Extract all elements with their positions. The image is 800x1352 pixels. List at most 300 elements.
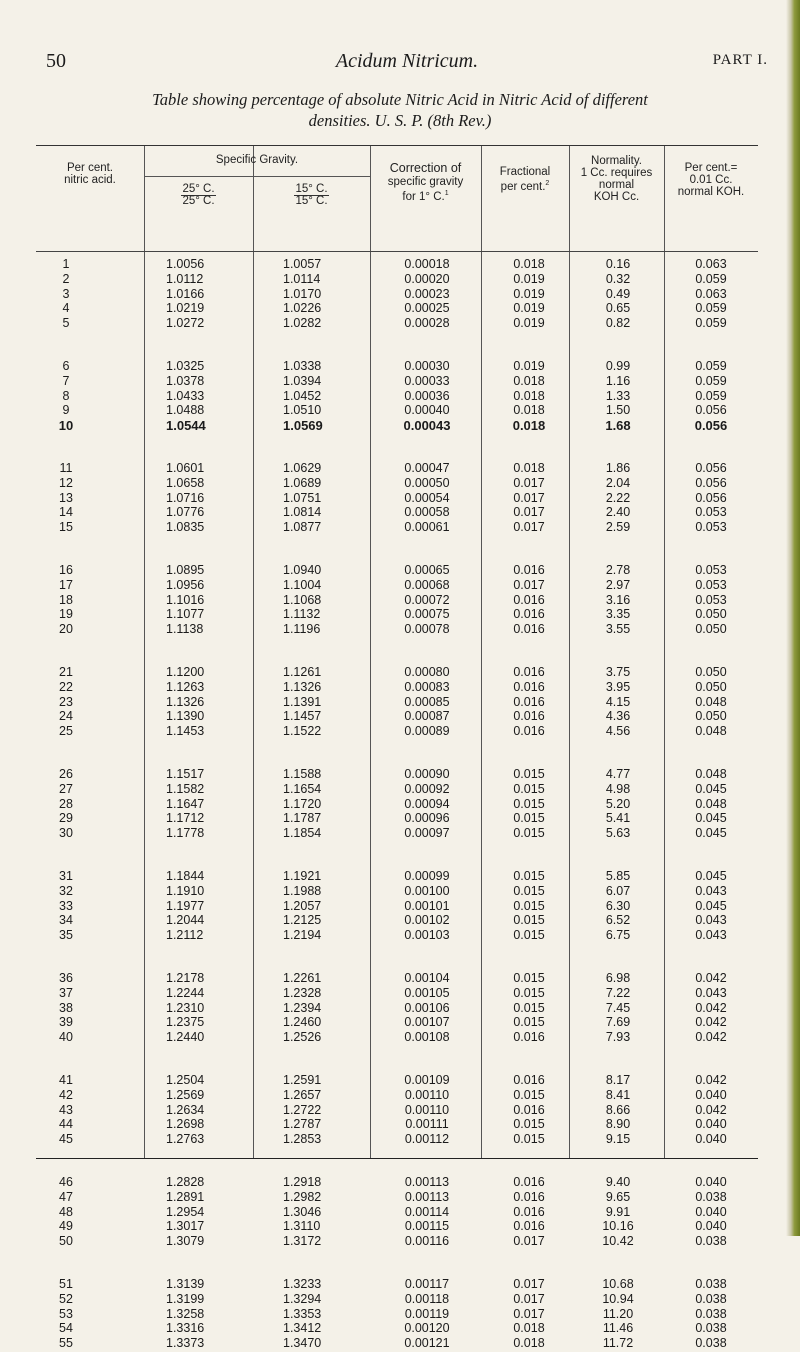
table-cell: 4.77 bbox=[605, 767, 631, 781]
table-cell: 0.016 bbox=[513, 1189, 545, 1204]
table-cell: 0.00030 bbox=[404, 359, 450, 373]
table-cell: 0.017 bbox=[513, 475, 545, 490]
table-cell: 1.2194 bbox=[283, 928, 322, 943]
table-cell: 11.20 bbox=[602, 1306, 634, 1321]
table-cell: 0.00110 bbox=[404, 1102, 450, 1117]
table-cell: 1.1261 bbox=[283, 665, 322, 679]
table-cell: 1 bbox=[62, 257, 70, 271]
table-row bbox=[36, 1029, 758, 1046]
table-cell: 5.41 bbox=[605, 811, 631, 826]
table-cell: 10.42 bbox=[602, 1234, 634, 1249]
table-cell: 5.85 bbox=[605, 869, 631, 883]
table-cell: 1.0112 bbox=[166, 271, 204, 286]
table-cell: 0.018 bbox=[513, 1336, 545, 1351]
header-subrule bbox=[144, 176, 370, 177]
table-cell: 12 bbox=[59, 475, 73, 490]
table-cell: 1.2982 bbox=[283, 1189, 322, 1204]
table-cell: 0.038 bbox=[695, 1189, 727, 1204]
table-cell: 6.98 bbox=[605, 971, 631, 985]
table-cell: 0.00083 bbox=[404, 679, 450, 694]
table-cell: 1.3412 bbox=[283, 1321, 322, 1336]
table-cell: 2.59 bbox=[605, 520, 631, 535]
table-cell: 0.00120 bbox=[404, 1321, 450, 1336]
table-cell: 7.69 bbox=[605, 1015, 631, 1030]
table-cell: 4 bbox=[62, 301, 70, 316]
table-cell: 1.1196 bbox=[283, 622, 321, 637]
table-cell: 0.016 bbox=[513, 665, 545, 679]
nitric-acid-table bbox=[36, 145, 758, 1351]
table-cell: 1.2657 bbox=[283, 1087, 322, 1102]
table-cell: 3.75 bbox=[605, 665, 631, 679]
table-cell: 1.16 bbox=[605, 373, 631, 388]
table-cell: 0.00078 bbox=[404, 622, 450, 637]
table-cell: 0.018 bbox=[513, 388, 545, 403]
table-cell: 8 bbox=[62, 388, 70, 403]
table-cell: 0.048 bbox=[695, 796, 727, 811]
table-cell: 0.018 bbox=[513, 373, 545, 388]
table-cell: 0.042 bbox=[695, 1073, 727, 1087]
table-cell: 8.66 bbox=[605, 1102, 631, 1117]
table-cell: 0.015 bbox=[513, 767, 545, 781]
table-cell: 1.0488 bbox=[166, 403, 205, 418]
table-cell: 8.41 bbox=[605, 1087, 631, 1102]
table-cell: 1.3172 bbox=[283, 1234, 322, 1249]
table-cell: 0.00113 bbox=[404, 1189, 450, 1204]
table-cell: 1.1977 bbox=[166, 898, 205, 913]
table-cell: 0.018 bbox=[512, 418, 546, 434]
table-cell: 1.2125 bbox=[283, 913, 322, 928]
table-cell: 46 bbox=[59, 1175, 73, 1189]
table-cell: 1.0689 bbox=[283, 475, 322, 490]
table-cell: 1.2261 bbox=[283, 971, 322, 985]
table-cell: 40 bbox=[59, 1030, 73, 1045]
table-cell: 0.040 bbox=[695, 1204, 727, 1219]
table-cell: 1.1582 bbox=[166, 781, 205, 796]
header-sg-15c: $\frac{15^\circ C.}{15^\circ C.}$ bbox=[295, 183, 328, 207]
table-cell: 5.63 bbox=[605, 826, 631, 841]
table-cell: 1.0338 bbox=[283, 359, 322, 373]
table-cell: 13 bbox=[59, 490, 73, 505]
table-cell: 1.1910 bbox=[166, 883, 205, 898]
table-cell: 0.018 bbox=[513, 403, 545, 418]
table-cell: 0.00061 bbox=[404, 520, 450, 535]
table-cell: 35 bbox=[59, 928, 73, 943]
table-cell: 24 bbox=[59, 709, 73, 724]
table-cell: 1.2698 bbox=[166, 1117, 205, 1132]
running-title: Acidum Nitricum. bbox=[335, 50, 479, 72]
table-cell: 1.2375 bbox=[166, 1015, 205, 1030]
table-cell: 0.00050 bbox=[404, 475, 450, 490]
table-cell: 0.00040 bbox=[404, 403, 450, 418]
table-cell: 0.49 bbox=[605, 286, 631, 301]
table-cell: 0.00072 bbox=[404, 592, 450, 607]
table-cell: 44 bbox=[59, 1117, 73, 1132]
table-cell: 1.3470 bbox=[283, 1336, 322, 1351]
table-cell: 1.0716 bbox=[166, 490, 205, 505]
table-cell: 0.038 bbox=[695, 1306, 727, 1321]
table-cell: 0.043 bbox=[695, 913, 727, 928]
table-cell: 0.00104 bbox=[404, 971, 450, 985]
table-cell: 0.00114 bbox=[404, 1204, 450, 1219]
table-cell: 30 bbox=[59, 826, 73, 841]
table-cell: 0.053 bbox=[695, 592, 727, 607]
table-cell: 2.97 bbox=[605, 577, 631, 592]
table-cell: 1.0325 bbox=[166, 359, 205, 373]
table-cell: 1.1391 bbox=[283, 694, 322, 709]
table-cell: 0.059 bbox=[695, 373, 727, 388]
table-cell: 9.91 bbox=[605, 1204, 631, 1219]
table-cell: 48 bbox=[59, 1204, 73, 1219]
table-cell: 1.1068 bbox=[283, 592, 322, 607]
table-cell: 1.0378 bbox=[166, 373, 205, 388]
table-cell: 1.86 bbox=[605, 461, 631, 475]
table-cell: 0.32 bbox=[605, 271, 631, 286]
table-cell: 1.1522 bbox=[283, 724, 322, 739]
table-cell: 0.00107 bbox=[404, 1015, 450, 1030]
table-cell: 0.015 bbox=[513, 883, 545, 898]
table-cell: 38 bbox=[59, 1000, 73, 1015]
table-cell: 53 bbox=[59, 1306, 73, 1321]
table-row bbox=[36, 621, 758, 638]
header-normality: Normality. 1 Cc. requires normal KOH Cc. bbox=[580, 155, 653, 203]
table-cell: 0.056 bbox=[695, 461, 727, 475]
table-cell: 0.045 bbox=[695, 869, 727, 883]
table-cell: 0.050 bbox=[695, 622, 727, 637]
table-cell: 0.00116 bbox=[404, 1234, 450, 1249]
table-cell: 0.00113 bbox=[404, 1175, 450, 1189]
table-cell: 0.99 bbox=[605, 359, 631, 373]
table-cell: 1.2828 bbox=[166, 1175, 205, 1189]
table-cell: 0.016 bbox=[513, 1175, 545, 1189]
header-rule bbox=[36, 251, 758, 252]
table-cell: 0.042 bbox=[695, 1102, 727, 1117]
table-cell: 0.050 bbox=[695, 679, 727, 694]
table-row bbox=[36, 1131, 758, 1148]
table-cell: 0.00119 bbox=[404, 1306, 450, 1321]
table-cell: 0.00103 bbox=[404, 928, 450, 943]
table-cell: 1.2328 bbox=[283, 985, 322, 1000]
table-cell: 10.16 bbox=[602, 1219, 634, 1234]
table-cell: 6.52 bbox=[605, 913, 631, 928]
table-cell: 0.048 bbox=[695, 724, 727, 739]
table-cell: 4.98 bbox=[605, 781, 631, 796]
table-cell: 1.0272 bbox=[166, 316, 205, 331]
table-cell: 9 bbox=[62, 403, 70, 418]
table-cell: 0.019 bbox=[513, 271, 545, 286]
table-cell: 0.017 bbox=[513, 1306, 545, 1321]
table-cell: 1.3046 bbox=[283, 1204, 322, 1219]
header-percent-koh: Per cent.= 0.01 Cc. normal KOH. bbox=[677, 162, 745, 198]
table-cell: 0.00115 bbox=[404, 1219, 450, 1234]
table-cell: 6.75 bbox=[605, 928, 631, 943]
table-cell: 41 bbox=[59, 1073, 73, 1087]
table-cell: 0.045 bbox=[695, 811, 727, 826]
table-cell: 0.015 bbox=[513, 1000, 545, 1015]
table-cell: 0.038 bbox=[695, 1291, 727, 1306]
table-cell: 0.00111 bbox=[405, 1117, 449, 1132]
caption-line-1: Table showing percentage of absolute Nitric Acid in Nitric Acid of different bbox=[152, 90, 648, 109]
table-cell: 10.94 bbox=[602, 1291, 634, 1306]
table-row bbox=[36, 927, 758, 944]
table-cell: 7.45 bbox=[605, 1000, 631, 1015]
table-cell: 0.00101 bbox=[404, 898, 450, 913]
table-cell: 0.00065 bbox=[404, 563, 450, 577]
table-cell: 0.050 bbox=[695, 607, 727, 622]
table-cell: 1.2244 bbox=[166, 985, 205, 1000]
table-cell: 25 bbox=[59, 724, 73, 739]
table-cell: 1.2504 bbox=[166, 1073, 205, 1087]
table-cell: 0.053 bbox=[695, 505, 727, 520]
table-cell: 1.1200 bbox=[166, 665, 205, 679]
table-cell: 0.038 bbox=[695, 1321, 727, 1336]
table-cell: 0.059 bbox=[695, 271, 727, 286]
table-cell: 4.36 bbox=[605, 709, 631, 724]
table-cell: 37 bbox=[59, 985, 73, 1000]
table-cell: 11 bbox=[59, 461, 73, 475]
table-cell: 1.2891 bbox=[166, 1189, 205, 1204]
table-cell: 1.2722 bbox=[283, 1102, 322, 1117]
table-cell: 1.0956 bbox=[166, 577, 205, 592]
header-percent: Per cent. nitric acid. bbox=[64, 162, 116, 186]
table-cell: 1.2853 bbox=[283, 1132, 322, 1147]
table-cell: 1.3373 bbox=[166, 1336, 205, 1351]
table-cell: 2.40 bbox=[605, 505, 631, 520]
table-cell: 2.04 bbox=[605, 475, 631, 490]
table-cell: 0.015 bbox=[513, 971, 545, 985]
table-cell: 45 bbox=[59, 1132, 73, 1147]
table-cell: 0.015 bbox=[513, 826, 545, 841]
table-cell: 0.018 bbox=[513, 461, 545, 475]
table-cell: 0.00089 bbox=[404, 724, 450, 739]
table-cell: 2 bbox=[62, 271, 70, 286]
table-cell: 1.2918 bbox=[283, 1175, 322, 1189]
header-correction: Correction of specific gravity for 1° C.$^1$ bbox=[387, 161, 464, 203]
table-cell: 10.68 bbox=[602, 1277, 634, 1291]
table-cell: 1.3258 bbox=[166, 1306, 205, 1321]
table-cell: 0.015 bbox=[513, 913, 545, 928]
table-cell: 1.0569 bbox=[283, 418, 323, 434]
table-cell: 0.016 bbox=[513, 1073, 545, 1087]
table-cell: 0.00112 bbox=[404, 1132, 450, 1147]
table-cell: 1.1326 bbox=[166, 694, 205, 709]
table-cell: 0.015 bbox=[513, 781, 545, 796]
table-cell: 42 bbox=[59, 1087, 73, 1102]
header-specific-gravity: Specific Gravity. bbox=[215, 154, 299, 166]
table-cell: 0.00023 bbox=[404, 286, 450, 301]
table-cell: 55 bbox=[59, 1336, 73, 1351]
table-cell: 1.2394 bbox=[283, 1000, 322, 1015]
table-cell: 0.017 bbox=[513, 1291, 545, 1306]
table-cell: 3 bbox=[62, 286, 70, 301]
table-cell: 0.038 bbox=[695, 1336, 727, 1351]
table-cell: 1.0814 bbox=[283, 505, 322, 520]
table-cell: 1.1921 bbox=[283, 869, 322, 883]
table-cell: 0.015 bbox=[513, 869, 545, 883]
table-cell: 0.00047 bbox=[404, 461, 450, 475]
table-cell: 1.0601 bbox=[166, 461, 205, 475]
table-cell: 0.043 bbox=[695, 985, 727, 1000]
table-cell: 1.0433 bbox=[166, 388, 205, 403]
table-cell: 2.22 bbox=[605, 490, 631, 505]
table-cell: 47 bbox=[59, 1189, 73, 1204]
table-cell: 0.019 bbox=[513, 286, 545, 301]
table-cell: 0.019 bbox=[513, 301, 545, 316]
table-cell: 1.1004 bbox=[283, 577, 322, 592]
table-cell: 4.15 bbox=[605, 694, 631, 709]
table-cell: 0.016 bbox=[513, 1030, 545, 1045]
table-cell: 0.015 bbox=[513, 811, 545, 826]
table-cell: 0.045 bbox=[695, 826, 727, 841]
table-cell: 0.016 bbox=[513, 709, 545, 724]
table-cell: 8.90 bbox=[605, 1117, 631, 1132]
table-cell: 29 bbox=[59, 811, 73, 826]
table-cell: 0.017 bbox=[513, 1277, 545, 1291]
table-cell: 26 bbox=[59, 767, 73, 781]
table-cell: 1.1138 bbox=[166, 622, 204, 637]
table-cell: 4.56 bbox=[605, 724, 631, 739]
table-cell: 28 bbox=[59, 796, 73, 811]
table-cell: 1.1390 bbox=[166, 709, 205, 724]
table-cell: 1.1077 bbox=[166, 607, 205, 622]
table-cell: 1.0394 bbox=[283, 373, 322, 388]
table-cell: 0.16 bbox=[605, 257, 631, 271]
table-cell: 0.056 bbox=[695, 475, 727, 490]
table-cell: 1.1457 bbox=[283, 709, 322, 724]
table-cell: 0.00121 bbox=[404, 1336, 450, 1351]
table-cell: 0.040 bbox=[695, 1132, 727, 1147]
table-cell: 1.3233 bbox=[283, 1277, 322, 1291]
table-cell: 0.045 bbox=[695, 781, 727, 796]
table-cell: 1.1787 bbox=[283, 811, 322, 826]
table-cell: 1.1263 bbox=[166, 679, 205, 694]
table-cell: 36 bbox=[59, 971, 73, 985]
table-cell: 27 bbox=[59, 781, 73, 796]
table-cell: 1.2460 bbox=[283, 1015, 322, 1030]
table-cell: 1.1720 bbox=[283, 796, 322, 811]
table-cell: 0.015 bbox=[513, 1015, 545, 1030]
table-cell: 50 bbox=[59, 1234, 73, 1249]
table-cell: 0.00018 bbox=[404, 257, 450, 271]
table-cell: 0.015 bbox=[513, 1117, 545, 1132]
table-cell: 1.0510 bbox=[283, 403, 322, 418]
table-cell: 14 bbox=[59, 505, 73, 520]
table-cell: 0.00102 bbox=[404, 913, 450, 928]
table-cell: 33 bbox=[59, 898, 73, 913]
page-number: 50 bbox=[46, 50, 66, 72]
table-cell: 0.00109 bbox=[404, 1073, 450, 1087]
table-cell: 1.1654 bbox=[283, 781, 322, 796]
table-cell: 0.016 bbox=[513, 679, 545, 694]
table-cell: 1.1132 bbox=[283, 607, 321, 622]
table-cell: 1.2526 bbox=[283, 1030, 322, 1045]
table-cell: 0.00110 bbox=[404, 1087, 450, 1102]
table-cell: 1.3110 bbox=[283, 1219, 321, 1234]
table-cell: 43 bbox=[59, 1102, 73, 1117]
table-cell: 0.017 bbox=[513, 1234, 545, 1249]
table-cell: 2.78 bbox=[605, 563, 631, 577]
header-fractional: Fractional per cent.$^2$ bbox=[499, 166, 551, 193]
table-cell: 0.00054 bbox=[404, 490, 450, 505]
table-cell: 1.1988 bbox=[283, 883, 322, 898]
table-cell: 17 bbox=[59, 577, 73, 592]
table-cell: 1.2954 bbox=[166, 1204, 205, 1219]
table-cell: 0.00075 bbox=[404, 607, 450, 622]
table-cell: 52 bbox=[59, 1291, 73, 1306]
table-cell: 0.019 bbox=[513, 359, 545, 373]
table-cell: 0.00096 bbox=[404, 811, 450, 826]
table-cell: 1.0751 bbox=[283, 490, 322, 505]
table-cell: 51 bbox=[59, 1277, 73, 1291]
table-cell: 9.65 bbox=[605, 1189, 631, 1204]
table-cell: 0.65 bbox=[605, 301, 631, 316]
table-cell: 1.2569 bbox=[166, 1087, 205, 1102]
table-cell: 34 bbox=[59, 913, 73, 928]
table-cell: 0.018 bbox=[513, 257, 545, 271]
table-cell: 11.72 bbox=[602, 1336, 634, 1351]
table-cell: 0.00090 bbox=[404, 767, 450, 781]
table-cell: 8.17 bbox=[605, 1073, 631, 1087]
table-cell: 0.043 bbox=[695, 928, 727, 943]
table-cell: 1.1712 bbox=[166, 811, 205, 826]
table-cell: 0.043 bbox=[695, 883, 727, 898]
table-cell: 0.00025 bbox=[404, 301, 450, 316]
table-cell: 0.042 bbox=[695, 971, 727, 985]
table-cell: 0.016 bbox=[513, 563, 545, 577]
table-cell: 1.0629 bbox=[283, 461, 322, 475]
table-cell: 1.3316 bbox=[166, 1321, 205, 1336]
table-cell: 0.038 bbox=[695, 1234, 727, 1249]
table-cell: 1.1453 bbox=[166, 724, 205, 739]
table-cell: 0.048 bbox=[695, 767, 727, 781]
table-cell: 1.2178 bbox=[166, 971, 205, 985]
table-cell: 1.3139 bbox=[166, 1277, 205, 1291]
table-cell: 9.15 bbox=[605, 1132, 631, 1147]
table-cell: 1.0226 bbox=[283, 301, 322, 316]
table-row bbox=[36, 519, 758, 536]
table-cell: 0.063 bbox=[695, 257, 727, 271]
table-cell: 32 bbox=[59, 883, 73, 898]
table-cell: 1.2310 bbox=[166, 1000, 205, 1015]
table-cell: 1.2634 bbox=[166, 1102, 205, 1117]
table-row bbox=[36, 825, 758, 842]
table-cell: 3.95 bbox=[605, 679, 631, 694]
table-cell: 1.3017 bbox=[166, 1219, 205, 1234]
table-cell: 1.1844 bbox=[166, 869, 205, 883]
table-cell: 0.016 bbox=[513, 607, 545, 622]
table-cell: 7.22 bbox=[605, 985, 631, 1000]
part-label: PART I. bbox=[712, 52, 768, 68]
table-cell: 1.1588 bbox=[283, 767, 322, 781]
table-cell: 0.056 bbox=[695, 490, 727, 505]
table-row bbox=[36, 1335, 758, 1352]
table-cell: 1.0219 bbox=[166, 301, 205, 316]
table-cell: 0.050 bbox=[695, 665, 727, 679]
table-cell: 1.0544 bbox=[166, 418, 206, 434]
table-cell: 21 bbox=[59, 665, 73, 679]
table-cell: 0.015 bbox=[513, 898, 545, 913]
table-cell: 0.056 bbox=[694, 418, 728, 434]
table-cell: 0.063 bbox=[695, 286, 727, 301]
table-cell: 19 bbox=[59, 607, 73, 622]
table-cell: 6.30 bbox=[605, 898, 631, 913]
table-cell: 1.0452 bbox=[283, 388, 322, 403]
table-cell: 0.00020 bbox=[404, 271, 450, 286]
table-cell: 0.017 bbox=[513, 490, 545, 505]
table-caption bbox=[40, 89, 760, 131]
table-cell: 18 bbox=[59, 592, 73, 607]
table-cell: 0.018 bbox=[513, 1321, 545, 1336]
table-cell: 1.0057 bbox=[283, 257, 322, 271]
